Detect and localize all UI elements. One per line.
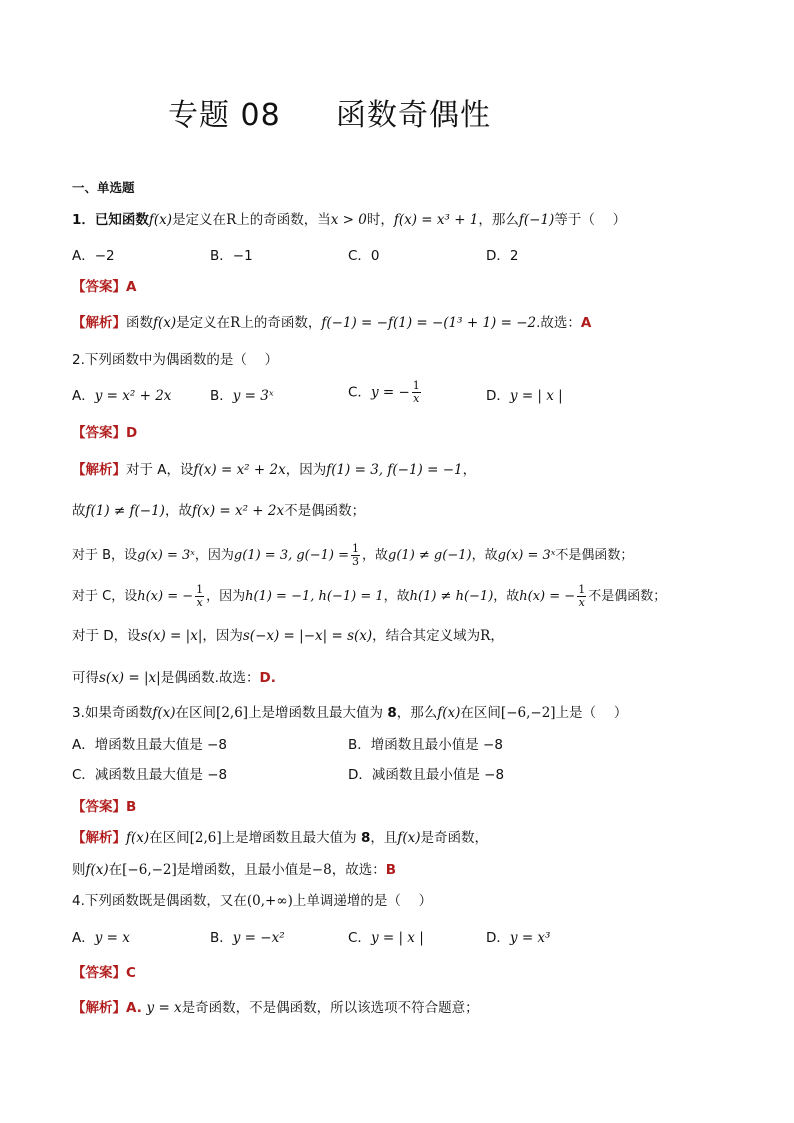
q2-option-b: B．y = 3ˣ bbox=[210, 388, 274, 404]
q1-option-b: B．−1 bbox=[210, 248, 253, 264]
fraction: $\frac{1}{x}$ bbox=[412, 379, 420, 405]
q2-analysis-line-3: 对于 B，设g(x) = 3ˣ，因为g(1) = 3, g(−1) = $\frac{1}{3}$ ，故g(1) ≠ g(−1)，故g(x) = 3ˣ不是偶函数； bbox=[72, 542, 634, 568]
q3-option-b: B．增函数且最小值是 −8 bbox=[348, 737, 503, 753]
fraction: $\frac{1}{3}$ bbox=[352, 542, 360, 568]
q2-analysis-line-1: 【解析】对于 A，设f(x) = x² + 2x，因为f(1) = 3, f(−1) = −1， bbox=[72, 462, 477, 478]
q4-stem: 4.下列函数既是偶函数，又在(0,+∞)上单调递增的是（ ） bbox=[72, 893, 433, 909]
fraction: $\frac{1}{x}$ bbox=[578, 583, 586, 609]
q3-analysis-line-2: 则f(x)在[−6,−2]是增函数，且最小值是−8，故选：B bbox=[72, 862, 396, 878]
q3-analysis-line-1: 【解析】f(x)在区间[2,6]上是增函数且最大值为 8，且f(x)是奇函数， bbox=[72, 830, 489, 846]
q2-stem: 2.下列函数中为偶函数的是（ ） bbox=[72, 352, 279, 368]
q1-option-c: C．0 bbox=[348, 248, 380, 264]
q1-answer: 【答案】A bbox=[72, 279, 137, 295]
q3-option-a: A．增函数且最大值是 −8 bbox=[72, 737, 227, 753]
q4-option-b: B．y = −x² bbox=[210, 930, 285, 946]
q4-analysis: 【解析】A. y = x是奇函数，不是偶函数，所以该选项不符合题意； bbox=[72, 1000, 479, 1016]
q4-option-d: D．y = x³ bbox=[486, 930, 551, 946]
section-heading: 一、单选题 bbox=[72, 180, 135, 195]
q2-option-d: D．y = | x | bbox=[486, 388, 563, 404]
q2-answer: 【答案】D bbox=[72, 425, 138, 441]
q3-answer: 【答案】B bbox=[72, 799, 137, 815]
q2-analysis-line-2: 故f(1) ≠ f(−1)，故f(x) = x² + 2x不是偶函数； bbox=[72, 503, 366, 519]
q4-option-a: A．y = x bbox=[72, 930, 130, 946]
q1-option-a: A．−2 bbox=[72, 248, 115, 264]
title-topic-name: 函数奇偶性 bbox=[336, 98, 491, 133]
q2-analysis-line-6: 可得s(x) = |x|是偶函数.故选：D. bbox=[72, 670, 276, 686]
q1-stem: 1．已知函数f(x)是定义在R上的奇函数，当x > 0时，f(x) = x³ + 1，那么f(−1)等于（ ） bbox=[72, 212, 627, 228]
q4-option-c: C．y = | x | bbox=[348, 930, 424, 946]
q2-analysis-line-5: 对于 D，设s(x) = |x|，因为s(−x) = |−x| = s(x)，结合其定义域为R， bbox=[72, 628, 504, 644]
q2-option-a: A．y = x² + 2x bbox=[72, 388, 172, 404]
q3-option-d: D．减函数且最小值是 −8 bbox=[348, 767, 505, 783]
q1-analysis: 【解析】函数f(x)是定义在R上的奇函数，f(−1) = −f(1) = −(1³ + 1) = −2.故选：A bbox=[72, 315, 592, 331]
q2-analysis-line-4: 对于 C，设h(x) = − $\frac{1}{x}$ ，因为h(1) = −1, h(−1) = 1，故h(1) ≠ h(−1)，故h(x) = − $\frac{1}{x}$ 不是偶函数； bbox=[72, 583, 667, 609]
q4-answer: 【答案】C bbox=[72, 965, 136, 981]
q3-option-c: C．减函数且最大值是 −8 bbox=[72, 767, 228, 783]
q2-option-c: C．y = − $\frac{1}{x}$ bbox=[348, 379, 420, 405]
q3-stem: 3.如果奇函数f(x)在区间[2,6]上是增函数且最大值为 8，那么f(x)在区间[−6,−2]上是（ ） bbox=[72, 705, 628, 721]
page-title bbox=[0, 96, 794, 136]
q1-option-d: D．2 bbox=[486, 248, 519, 264]
title-topic-number: 专题 08 bbox=[168, 98, 281, 133]
fraction: $\frac{1}{x}$ bbox=[196, 583, 204, 609]
